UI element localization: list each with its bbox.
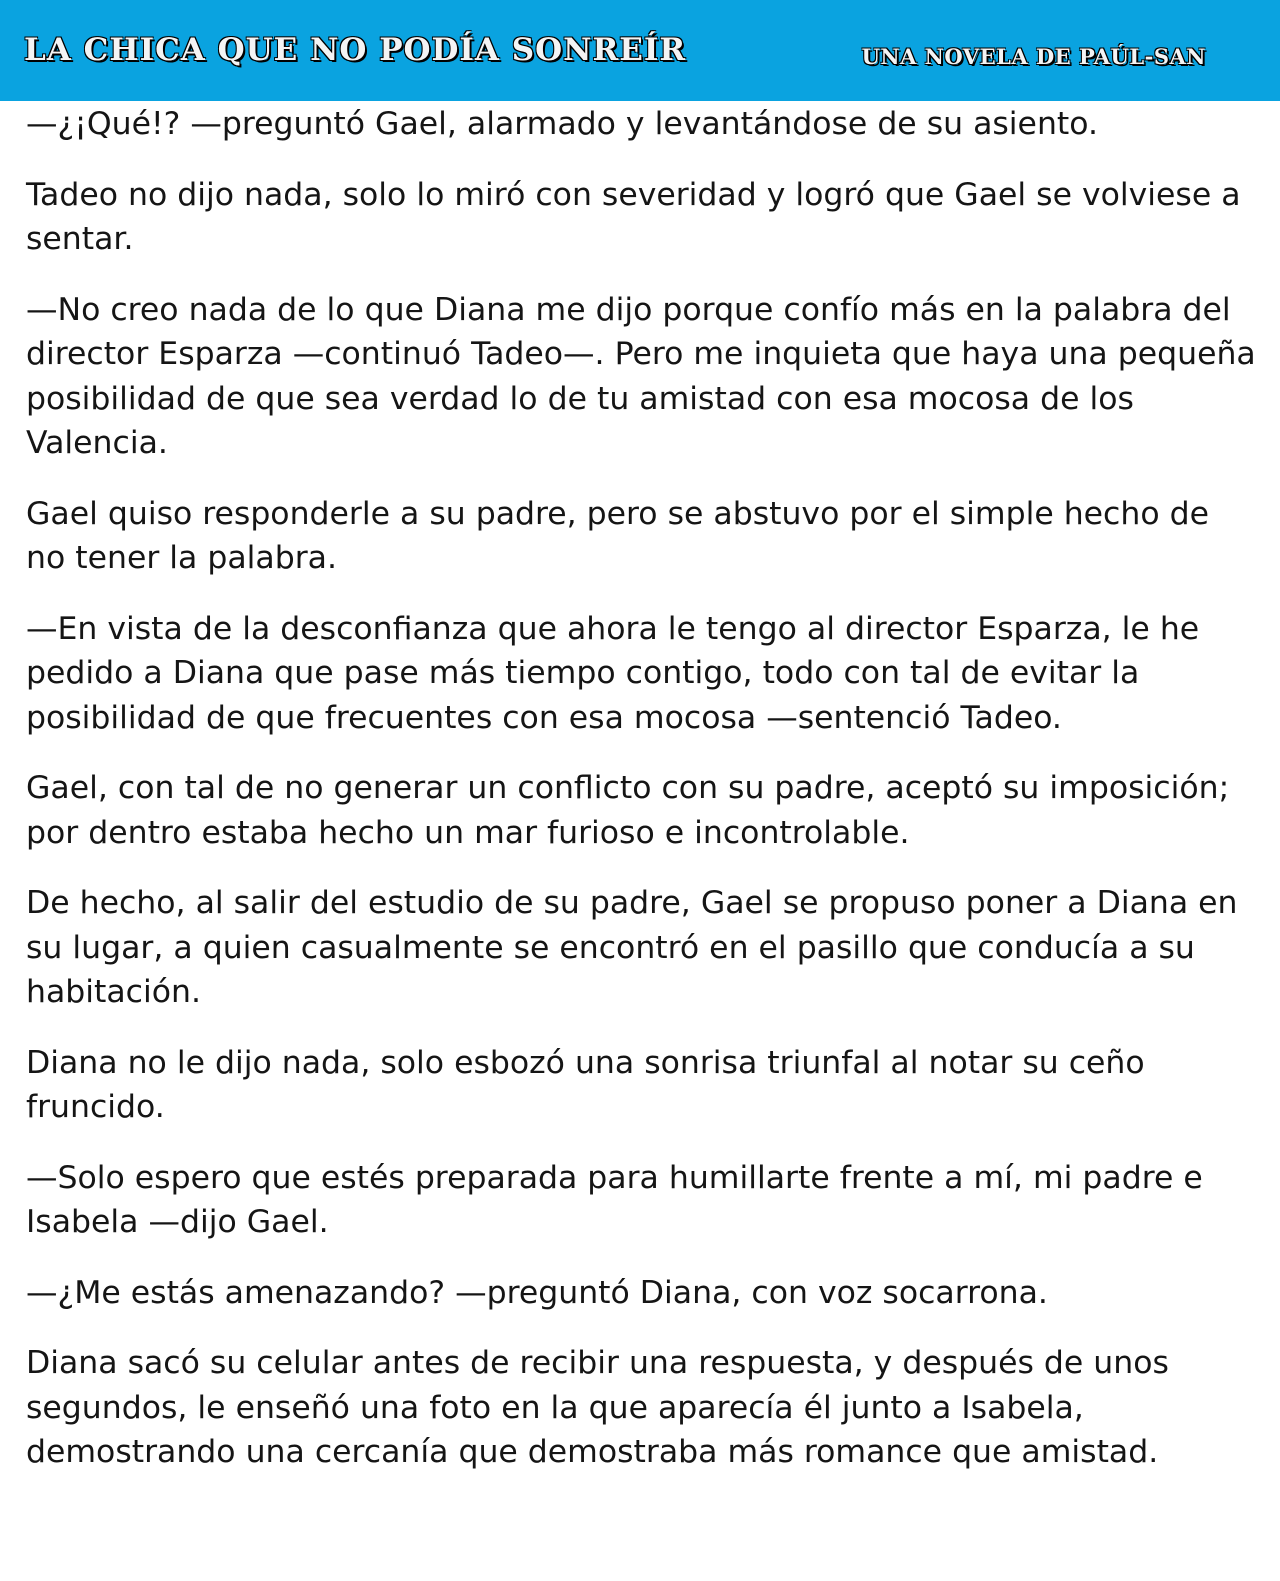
- book-title: LA CHICA QUE NO PODÍA SONREÍR: [24, 32, 687, 68]
- paragraph: —¿Me estás amenazando? —preguntó Diana, con voz socarrona.: [26, 1274, 1048, 1311]
- story-text: [26, 102, 1256, 1501]
- book-author: UNA NOVELA DE PAÚL-SAN: [861, 44, 1206, 69]
- paragraph: Gael, con tal de no generar un conflicto con su padre, aceptó su imposición; por dentro estaba hecho un mar furioso e incontrolable.: [26, 770, 1230, 851]
- paragraph: Diana no le dijo nada, solo esbozó una sonrisa triunfal al notar su ceño fruncido.: [26, 1044, 1145, 1125]
- paragraph: —No creo nada de lo que Diana me dijo porque confío más en la palabra del director Esparza —continuó Tadeo—. Pero me inquieta que haya una pequeña posibilidad de que sea verdad lo de tu amistad con esa mocosa de los Valencia.: [26, 291, 1256, 461]
- paragraph: —Solo espero que estés preparada para humillarte frente a mí, mi padre e Isabela —dijo Gael.: [26, 1159, 1203, 1240]
- header-bar: [0, 0, 1280, 101]
- paragraph: Gael quiso responderle a su padre, pero se abstuvo por el simple hecho de no tener la palabra.: [26, 495, 1210, 576]
- paragraph: —¿¡Qué!? —preguntó Gael, alarmado y levantándose de su asiento.: [26, 106, 1098, 142]
- paragraph: Diana sacó su celular antes de recibir una respuesta, y después de unos segundos, le enseñó una foto en la que aparecía él junto a Isabela, demostrando una cercanía que demostraba más romance que amistad.: [26, 1345, 1169, 1470]
- paragraph: —En vista de la desconfianza que ahora le tengo al director Esparza, le he pedido a Diana que pase más tiempo contigo, todo con tal de evitar la posibilidad de que frecuentes con esa mocosa —sentenció Tadeo.: [26, 610, 1200, 736]
- paragraph: De hecho, al salir del estudio de su padre, Gael se propuso poner a Diana en su lugar, a quien casualmente se encontró en el pasillo que conducía a su habitación.: [26, 885, 1238, 1010]
- paragraph: Tadeo no dijo nada, solo lo miró con severidad y logró que Gael se volviese a sentar.: [26, 176, 1241, 257]
